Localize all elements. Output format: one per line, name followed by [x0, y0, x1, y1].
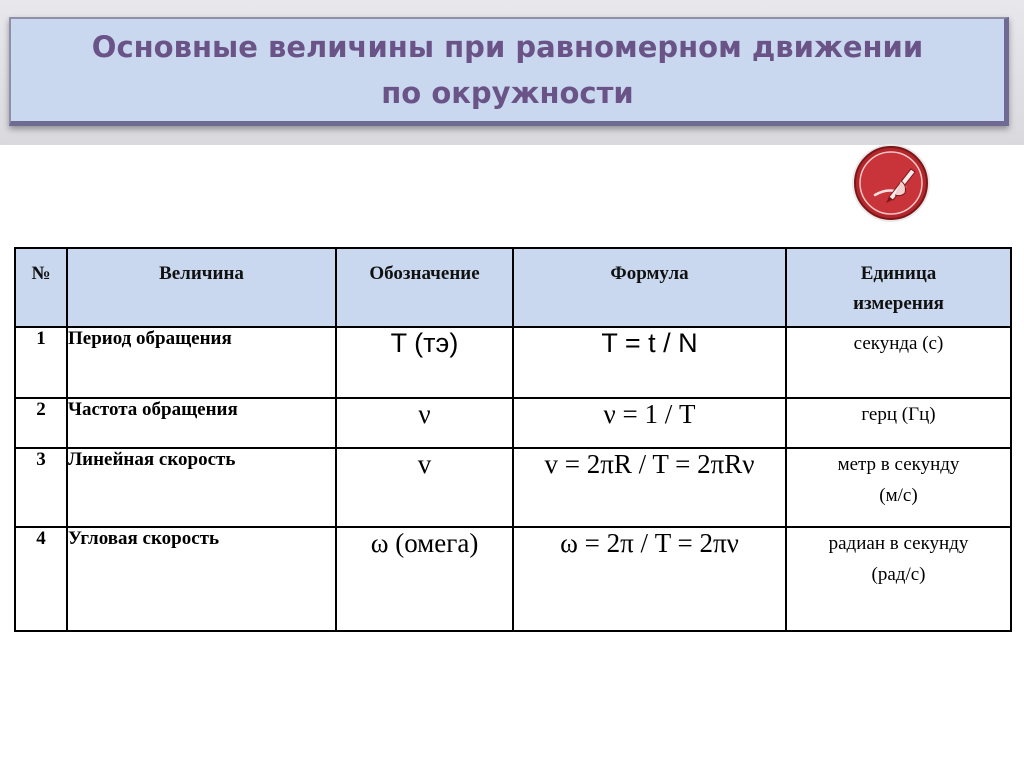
quantity-unit: метр в секунду (м/с): [786, 448, 1011, 527]
col-header-quantity: Величина: [67, 248, 336, 327]
quantity-unit: радиан в секунду (рад/с): [786, 527, 1011, 631]
table-row: [15, 527, 1011, 631]
quantity-symbol: v: [336, 448, 513, 527]
quantity-symbol: ω (омега): [336, 527, 513, 631]
table-row: [15, 448, 1011, 527]
quantity-unit: секунда (с): [786, 327, 1011, 398]
row-number: 3: [15, 448, 67, 527]
quantity-symbol: T (тэ): [336, 327, 513, 398]
quantity-symbol: ν: [336, 398, 513, 448]
table-row: [15, 398, 1011, 448]
quantity-formula: T = t / N: [513, 327, 786, 398]
table-header-row: [15, 248, 1011, 327]
col-header-symbol: Обозначение: [336, 248, 513, 327]
quantity-formula: v = 2πR / T = 2πRν: [513, 448, 786, 527]
col-header-number: №: [15, 248, 67, 327]
quantity-formula: ν = 1 / T: [513, 398, 786, 448]
row-number: 4: [15, 527, 67, 631]
header-frame: [0, 0, 1024, 145]
col-header-unit: Единица измерения: [786, 248, 1011, 327]
quantities-table: [14, 247, 1012, 632]
hand-writing-pen-icon: [851, 143, 931, 223]
quantity-unit: герц (Гц): [786, 398, 1011, 448]
table-row: [15, 327, 1011, 398]
quantity-formula: ω = 2π / T = 2πν: [513, 527, 786, 631]
col-header-formula: Формула: [513, 248, 786, 327]
quantity-name: Угловая скорость: [67, 527, 336, 631]
quantity-name: Период обращения: [67, 327, 336, 398]
row-number: 2: [15, 398, 67, 448]
row-number: 1: [15, 327, 67, 398]
title-banner: [9, 17, 1009, 126]
quantity-name: Частота обращения: [67, 398, 336, 448]
page-title: Основные величины при равномерном движении по окружности: [91, 30, 924, 110]
quantity-name: Линейная скорость: [67, 448, 336, 527]
